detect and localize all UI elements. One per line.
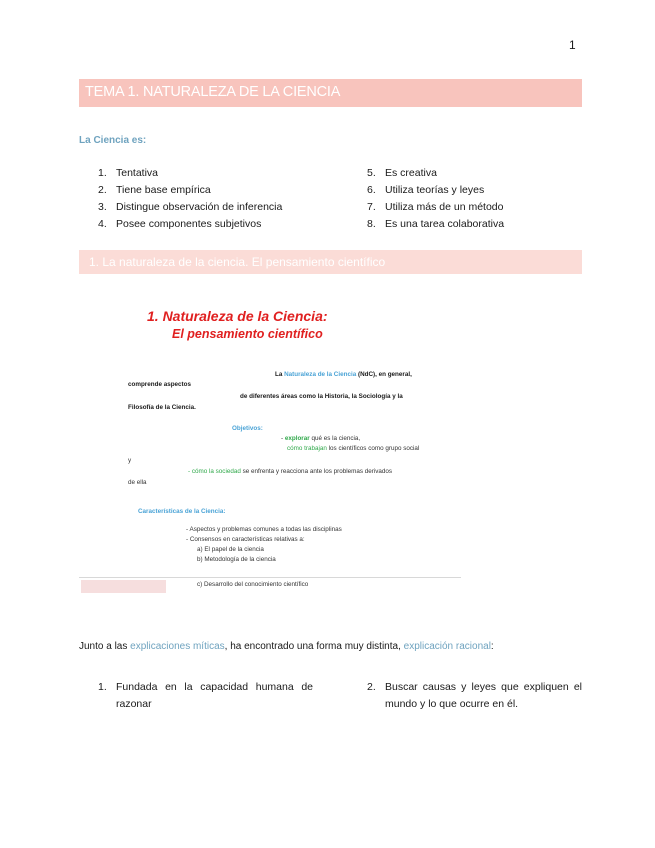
list-item: 3. Distingue observación de inferencia xyxy=(98,201,283,213)
title-banner xyxy=(79,79,582,107)
list-item: 6. Utiliza teorías y leyes xyxy=(367,184,485,196)
section-banner xyxy=(79,250,582,274)
slide-text: y xyxy=(128,457,132,464)
slide-text: de ella xyxy=(128,479,147,486)
slide-objectives-label: Objetivos: xyxy=(232,425,263,432)
slide-text: - cómo la sociedad se enfrenta y reacciona ante los problemas derivados xyxy=(188,468,393,475)
section-heading: 1. La naturaleza de la ciencia. El pensamiento científico xyxy=(89,255,386,269)
slide-heading: 1. Naturaleza de la Ciencia: xyxy=(147,308,328,324)
slide-divider xyxy=(79,577,461,578)
slide-text: - Aspectos y problemas comunes a todas las disciplinas xyxy=(186,526,342,533)
intro-label: La Ciencia es: xyxy=(79,135,147,146)
reason-list-right xyxy=(367,679,582,713)
slide-text: comprende aspectos xyxy=(128,381,191,388)
list-item: 8. Es una tarea colaborativa xyxy=(367,218,505,230)
list-item: 4. Posee componentes subjetivos xyxy=(98,218,262,230)
paragraph: Junto a las explicaciones míticas, ha encontrado una forma muy distinta, explicación racional: xyxy=(79,641,494,652)
list-item: 2. Tiene base empírica xyxy=(98,184,211,196)
page-title: TEMA 1. NATURALEZA DE LA CIENCIA xyxy=(85,84,341,100)
properties-list-right xyxy=(367,165,587,233)
slide-text: - Consensos en características relativas a: xyxy=(186,536,305,543)
slide-characteristics-label: Características de la Ciencia: xyxy=(138,508,226,515)
list-item: 5. Es creativa xyxy=(367,167,437,179)
slide-highlight-box xyxy=(81,580,166,593)
list-item: 7. Utiliza más de un método xyxy=(367,201,504,213)
slide-text: - explorar qué es la ciencia, xyxy=(281,435,361,442)
properties-list-left xyxy=(98,165,338,233)
slide-text: b) Metodología de la ciencia xyxy=(197,556,276,563)
slide-text: Filosofía de la Ciencia. xyxy=(128,404,196,411)
slide-text: a) El papel de la ciencia xyxy=(197,546,264,553)
list-item: 2. Buscar causas y leyes que expliquen el mundo y lo que ocurre en él. xyxy=(367,681,582,710)
slide-text: de diferentes áreas como la Historia, la Sociología y la xyxy=(240,393,403,400)
page-number: 1 xyxy=(569,38,576,52)
slide-text: c) Desarrollo del conocimiento científico xyxy=(197,581,309,588)
list-item: 1. Fundada en la capacidad humana de razonar xyxy=(98,681,313,710)
slide-text: La Naturaleza de la Ciencia (NdC), en general, xyxy=(275,371,412,378)
reason-list-left xyxy=(98,679,313,713)
slide-text: cómo trabajan los científicos como grupo social xyxy=(287,445,420,452)
list-item: 1. Tentativa xyxy=(98,167,159,179)
slide-subheading: El pensamiento científico xyxy=(172,327,323,341)
